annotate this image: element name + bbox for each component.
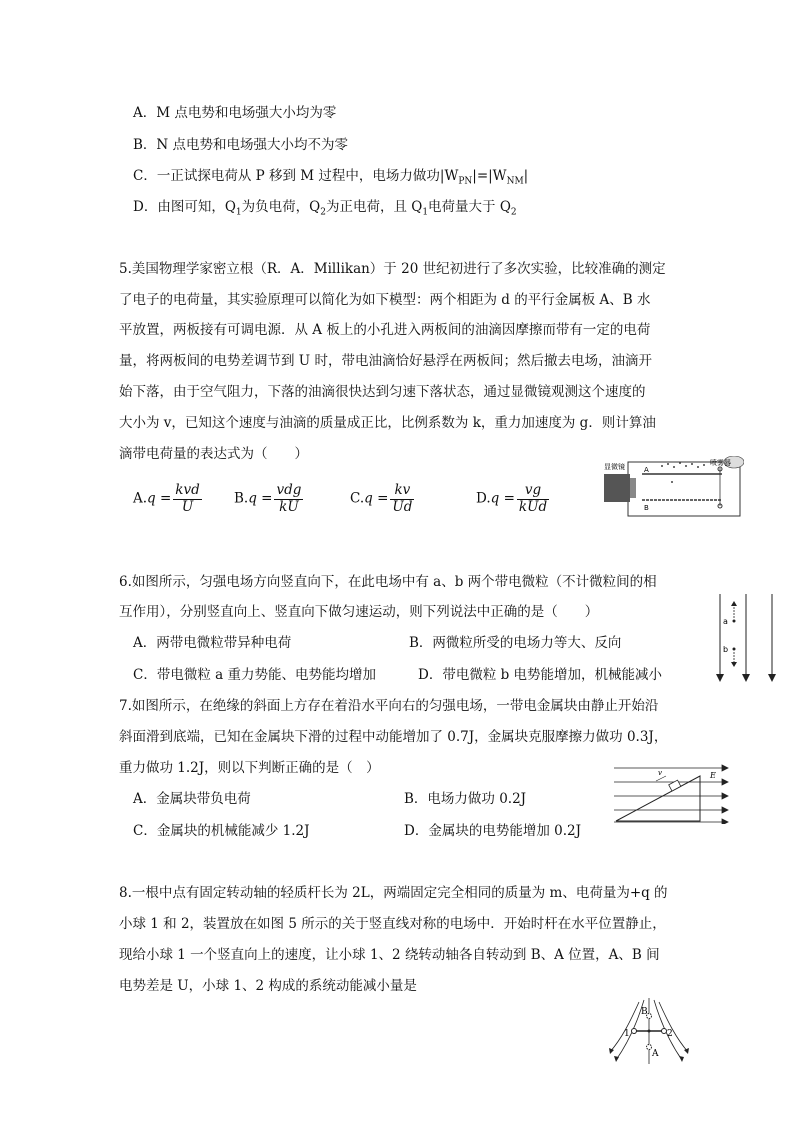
q5-line-3: 平放置，两板接有可调电源．从 A 板上的小孔进入两板间的油滴因摩擦而带有一定的电荷	[119, 322, 651, 338]
q5-a-fraction	[173, 484, 201, 514]
svg-text:b: b	[723, 645, 729, 654]
sprayer-label: 喷雾器	[710, 459, 731, 467]
q4-d-s1: 1	[235, 207, 242, 218]
q4-d-s4: 2	[510, 207, 517, 218]
rotating-rod-figure	[608, 996, 690, 1066]
q4-d-pre: D．由图可知，Q	[133, 199, 236, 215]
q5-line-2: 了电子的电荷量，其实验原理可以简化为如下模型：两个相距为 d 的平行金属板 A、B 水	[119, 292, 651, 308]
q5-c-fraction	[390, 484, 414, 514]
microscope-label: 显微镜	[604, 463, 625, 471]
pivot	[648, 1030, 651, 1033]
q5-a-den: U	[181, 498, 194, 515]
q4-c-sub2: NM	[506, 176, 524, 187]
ball-2	[662, 1029, 667, 1034]
q5-b-fraction	[274, 484, 303, 514]
q7-option-d: D．金属块的电势能增加 0.2J	[404, 823, 581, 839]
q7-line-2: 斜面滑到底端，已知在金属块下滑的过程中动能增加了 0.7J，金属块克服摩擦力做功 0.3J，	[119, 729, 668, 745]
q6-option-c: C．带电微粒 a 重力势能、电势能均增加	[133, 667, 376, 683]
q8-line-1: 8.一根中点有固定转动轴的轻质杆长为 2L，两端固定完全相同的质量为 m、电荷量为+q 的	[119, 885, 668, 901]
q5-d-den: kUd	[518, 498, 548, 515]
q4-c-mid: |=|W	[472, 168, 507, 184]
point-b-label: B	[641, 1007, 648, 1017]
field-e-label: E	[710, 771, 716, 780]
q5-option-d	[476, 484, 551, 514]
q5-c-lhs: q =	[364, 490, 389, 507]
q6-line-2: 互作用），分别竖直向上、竖直向下做匀速运动，则下列说法中正确的是（ ）	[119, 604, 599, 620]
q5-option-a	[133, 484, 204, 514]
q5-line-5: 始下落，由于空气阻力，下落的油滴很快达到匀速下落状态，通过显微镜观测这个速度的	[119, 384, 646, 400]
q5-a-label: A.	[133, 490, 148, 507]
particle-a	[723, 601, 737, 626]
q5-d-label: D.	[476, 490, 491, 507]
q7-option-a: A．金属块带负电荷	[133, 791, 251, 807]
q6-option-b: B．两微粒所受的电场力等大、反向	[409, 635, 622, 651]
q6-line-1: 6.如图所示，匀强电场方向竖直向下，在此电场中有 a、b 两个带电微粒（不计微粒间的相	[119, 574, 657, 590]
incline	[616, 776, 700, 821]
q6-option-a: A．两带电微粒带异种电荷	[133, 635, 292, 651]
q5-d-num: vg	[517, 484, 549, 500]
ball-1	[632, 1029, 637, 1034]
q5-line-4: 量，将两板间的电势差调节到 U 时，带电油滴恰好悬浮在两板间；然后撤去电场，油滴开	[119, 353, 652, 369]
q4-c-text: C．一正试探电荷从 P 移到 M 过程中，电场力做功|W	[133, 168, 459, 184]
q5-d-fraction	[517, 484, 549, 514]
q7-line-1: 7.如图所示，在绝缘的斜面上方存在着沿水平向右的匀强电场，一带电金属块由静止开始沿	[119, 698, 659, 714]
microscope-body	[604, 474, 630, 502]
q4-option-d	[133, 201, 517, 218]
q5-c-den: Ud	[392, 498, 413, 515]
q5-c-label: C.	[350, 490, 365, 507]
q7-option-b: B．电场力做功 0.2J	[404, 791, 527, 807]
q5-d-lhs: q =	[490, 490, 515, 507]
particle-b	[723, 645, 737, 667]
q7-option-c: C．金属块的机械能减少 1.2J	[133, 823, 310, 839]
q4-d-1: 为负电荷，Q	[241, 199, 321, 215]
q4-option-b: B．N 点电势和电场强大小均不为零	[133, 137, 349, 153]
millikan-apparatus-figure	[602, 456, 744, 518]
velocity-label: v	[658, 769, 662, 777]
q5-line-1: 5.美国物理学家密立根（R．A．Millikan）于 20 世纪初进行了多次实验，比较准确的测定	[119, 261, 666, 277]
q5-option-b	[234, 484, 305, 514]
q4-d-s3: 1	[422, 207, 429, 218]
q5-line-7: 滴带电荷量的表达式为（ ）	[119, 446, 308, 462]
q4-d-s2: 2	[320, 207, 326, 218]
q4-d-2: 为正电荷，且 Q	[325, 199, 423, 215]
q4-option-c	[133, 170, 528, 187]
q4-c-sub1: PN	[458, 176, 473, 187]
q5-line-6: 大小为 v，已知这个速度与油滴的质量成正比，比例系数为 k，重力加速度为 g．则计算油	[119, 415, 656, 431]
point-a-label: A	[652, 1049, 659, 1059]
q5-c-num: kv	[390, 484, 414, 500]
q5-a-lhs: q =	[147, 490, 172, 507]
q5-b-num: vdg	[276, 482, 302, 498]
q7-line-3: 重力做功 1.2J，则以下判断正确的是（ ）	[119, 760, 380, 776]
q4-option-a: A．M 点电势和电场强大小均为零	[133, 105, 337, 121]
plate-b-label: B	[644, 504, 649, 512]
q5-b-den: kU	[279, 498, 299, 515]
incline-field-figure	[612, 762, 730, 824]
vertical-field-figure	[700, 592, 790, 684]
ball-1-label: 1	[624, 1029, 630, 1039]
q4-c-end: |	[523, 168, 529, 184]
oil-droplets	[661, 462, 705, 483]
q6-option-d: D．带电微粒 b 电势能增加，机械能减小	[418, 667, 663, 683]
q5-b-label: B.	[234, 490, 249, 507]
q8-line-2: 小球 1 和 2，装置放在如图 5 所示的关于竖直线对称的电场中．开始时杆在水平位置静止，	[119, 916, 666, 932]
q5-b-lhs: q =	[248, 490, 273, 507]
q5-option-c	[350, 484, 416, 514]
svg-text:a: a	[723, 617, 728, 626]
plate-a-label: A	[644, 466, 649, 474]
q5-a-num: kvd	[175, 482, 200, 498]
q8-line-3: 现给小球 1 一个竖直向上的速度，让小球 1、2 绕转动轴各自转动到 B、A 位置，A、B 间	[119, 947, 660, 963]
q8-line-4: 电势差是 U，小球 1、2 构成的系统动能减小量是	[119, 978, 417, 994]
ball-2-label: 2	[667, 1029, 673, 1039]
q4-d-3: 电荷量大于 Q	[428, 199, 511, 215]
